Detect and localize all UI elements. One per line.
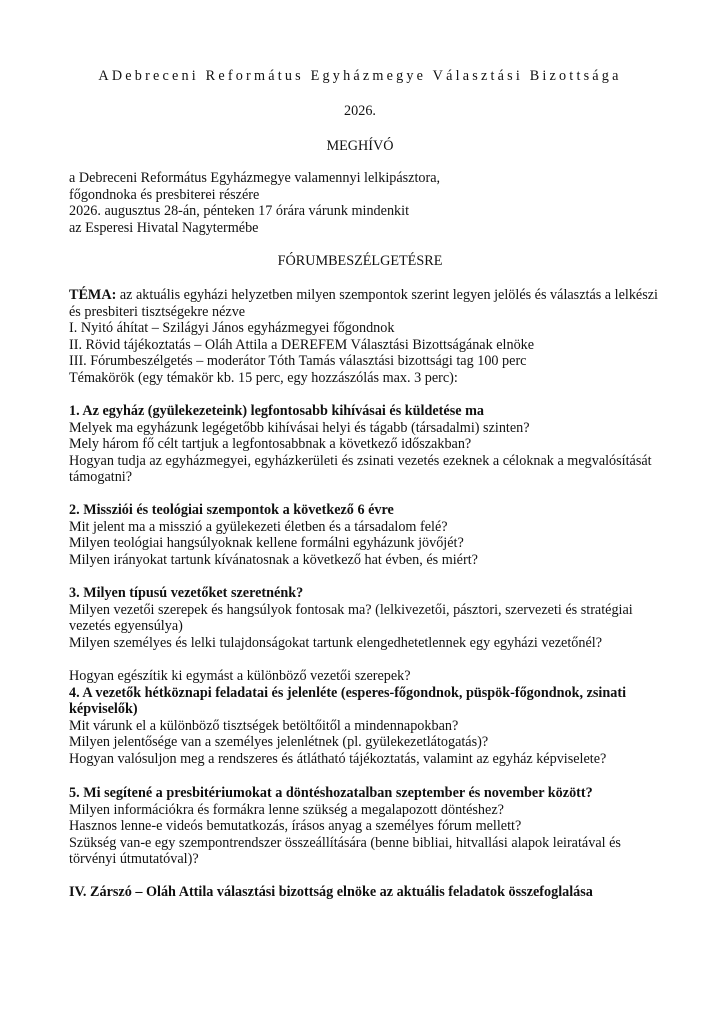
- agenda-item: III. Fórumbeszélgetés – moderátor Tóth Tamás választási bizottsági tag 100 perc: [69, 353, 527, 370]
- topic-4-section: [69, 668, 669, 768]
- document-type-title: MEGHÍVÓ: [326, 138, 394, 154]
- topic-question: Milyen irányokat tartunk kívánatosnak a következő hat évben, és miért?: [69, 551, 478, 568]
- theme-and-agenda: [69, 287, 669, 387]
- theme-paragraph: [69, 287, 669, 320]
- topic-question: Szükség van-e egy szempontrendszer összeállítására (benne bibliai, hitvallási alapok leiratával és törvényi útmutatóval)?: [69, 834, 621, 868]
- topic-question: Milyen információkra és formákra lenne szükség a megalapozott döntéshez?: [69, 801, 504, 818]
- theme-text: az aktuális egyházi helyzetben milyen szempontok szerint legyen jelölés és választás a lelkészi és presbiteri tisztségekre nézve: [69, 287, 658, 320]
- topic-question: Hogyan egészítik ki egymást a különböző vezetői szerepek?: [69, 668, 411, 684]
- topic-question: Milyen teológiai hangsúlyoknak kellene formálni egyházunk jövőjét?: [69, 535, 464, 552]
- event-title: FÓRUMBESZÉLGETÉSRE: [277, 253, 443, 269]
- agenda-item: Témakörök (egy témakör kb. 15 perc, egy hozzászólás max. 3 perc):: [69, 369, 458, 386]
- topic-question: Milyen vezetői szerepek és hangsúlyok fontosak ma? (lelkivezetői, pásztori, szervezeti és stratégiai vezetés egyensúlya): [69, 601, 633, 635]
- invitation-text: [69, 170, 669, 236]
- invitation-line: az Esperesi Hivatal Nagytermébe: [69, 219, 259, 236]
- closing-section: [69, 884, 669, 901]
- invitation-line: főgondnoka és presbiterei részére: [69, 186, 260, 203]
- invitation-line: a Debreceni Református Egyházmegye valamennyi lelkipásztora,: [69, 170, 441, 186]
- topic-heading: 4. A vezetők hétköznapi feladatai és jelenléte (esperes-főgondnok, püspök-főgondnok, zsinati képviselők): [69, 684, 627, 718]
- topic-question: Mit várunk el a különböző tisztségek betöltőitől a mindennapokban?: [69, 717, 459, 734]
- closing-line: IV. Zárszó – Oláh Attila választási bizottság elnöke az aktuális feladatok összefoglalása: [69, 884, 593, 900]
- theme-label: TÉMA:: [69, 287, 117, 303]
- agenda-item: II. Rövid tájékoztatás – Oláh Attila a DEREFEM Választási Bizottságának elnöke: [69, 336, 535, 353]
- topic-heading: 5. Mi segítené a presbitériumokat a döntéshozatalban szeptember és november között?: [69, 785, 593, 801]
- topic-1-section: [69, 403, 669, 486]
- topic-question: Milyen személyes és lelki tulajdonságokat tartunk elengedhetetlennek egy egyházi vezetőnél?: [69, 634, 603, 651]
- topic-question: Milyen jelentősége van a személyes jelenlétnek (pl. gyülekezetlátogatás)?: [69, 734, 489, 751]
- topic-heading: 1. Az egyház (gyülekezeteink) legfontosabb kihívásai és küldetése ma: [69, 403, 484, 419]
- topic-heading: 2. Missziói és teológiai szempontok a következő 6 évre: [69, 502, 394, 518]
- topic-3-section: [69, 585, 669, 651]
- document-year: 2026.: [344, 103, 376, 119]
- topic-question: Hogyan valósuljon meg a rendszeres és átlátható tájékoztatás, valamint az egyház képviselete?: [69, 750, 607, 767]
- topic-heading: 3. Milyen típusú vezetőket szeretnénk?: [69, 585, 304, 601]
- agenda-item: I. Nyitó áhítat – Szilágyi János egyházmegyei főgondnok: [69, 320, 395, 337]
- invitation-line: 2026. augusztus 28-án, pénteken 17 órára várunk mindenkit: [69, 203, 410, 220]
- topic-question: Mely három fő célt tartjuk a legfontosabbnak a következő időszakban?: [69, 436, 472, 453]
- topic-question: Melyek ma egyházunk legégetőbb kihívásai helyi és tágabb (társadalmi) szinten?: [69, 419, 530, 436]
- topic-question: Mit jelent ma a misszió a gyülekezeti életben és a társadalom felé?: [69, 518, 448, 535]
- topic-question: Hogyan tudja az egyházmegyei, egyházkerületi és zsinati vezetés ezeknek a céloknak a megvalósítását támogatni?: [69, 452, 652, 486]
- topic-5-section: [69, 785, 669, 868]
- topic-2-section: [69, 502, 669, 568]
- organization-title: ADebreceni Református Egyházmegye Választási Bizottsága: [98, 68, 622, 84]
- topic-question: Hasznos lenne-e videós bemutatkozás, írásos anyag a személyes fórum mellett?: [69, 818, 522, 835]
